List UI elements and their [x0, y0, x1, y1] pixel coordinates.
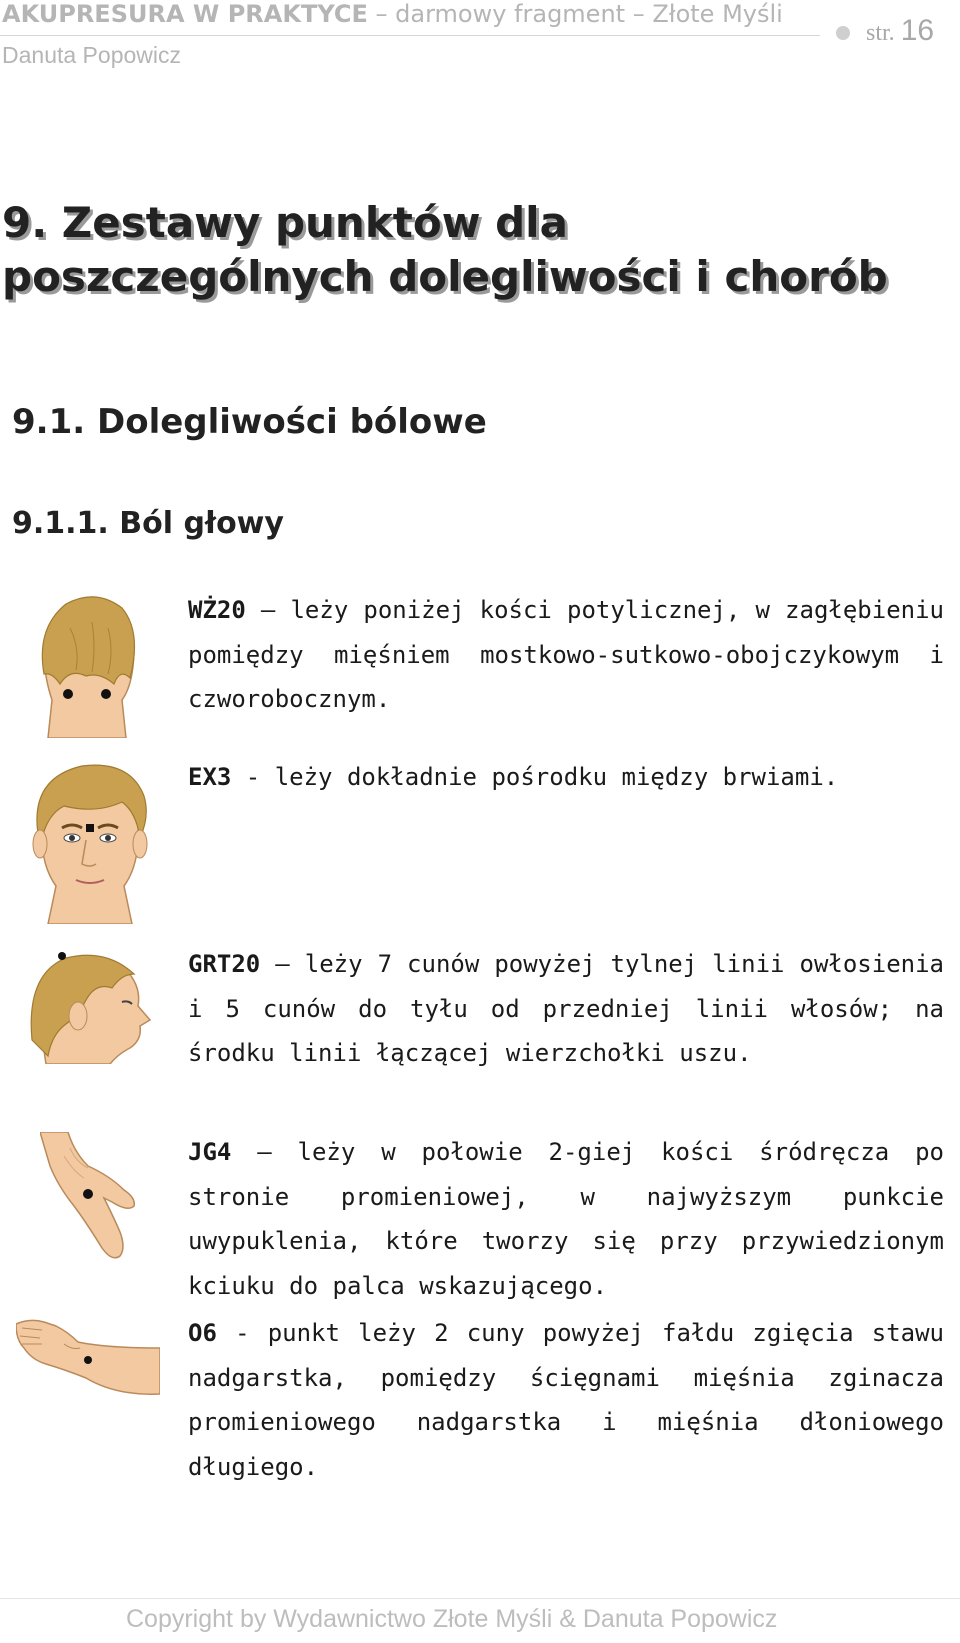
page-number: 16 — [900, 14, 935, 47]
book-title: AKUPRESURA W PRAKTYCE — [2, 0, 368, 28]
point-description — [188, 1311, 944, 1489]
point-text: – leży 7 cunów powyżej tylnej linii owłosienia i 5 cunów do tyłu od przedniej linii włosów; na środku linii łączącej wierzchołki uszu. — [188, 950, 944, 1067]
point-code: GRT20 — [188, 950, 261, 978]
header-author: Danuta Popowicz — [2, 42, 181, 68]
page-label: str. — [866, 20, 895, 46]
point-code: EX3 — [188, 763, 232, 791]
page-indicator — [866, 14, 934, 48]
hand-illustration-icon — [40, 1132, 150, 1266]
point-text: - leży dokładnie pośrodku między brwiami. — [231, 763, 839, 791]
section-title: 9.1. Dolegliwości bólowe — [12, 402, 487, 442]
point-description — [188, 755, 944, 800]
bullet-icon — [836, 26, 850, 40]
footer-copyright: Copyright by Wydawnictwo Złote Myśli & Danuta Popowicz — [126, 1605, 778, 1633]
point-text: – leży poniżej kości potylicznej, w zagłębieniu pomiędzy mięśniem mostkowo-sutkowo-obojczykowym i czworobocznym. — [188, 596, 944, 713]
face-front-illustration-icon — [26, 756, 154, 924]
point-description — [188, 942, 944, 1076]
chapter-title: 9. Zestawy punktów dla poszczególnych dolegliwości i chorób — [2, 198, 888, 301]
header-title — [2, 0, 783, 28]
point-text: - punkt leży 2 cuny powyżej fałdu zgięcia stawu nadgarstka, pomiędzy ścięgnami mięśnia zginacza promieniowego nadgarstka i mięśnia dłoniowego długiego. — [188, 1319, 944, 1481]
head-back-illustration-icon — [30, 588, 140, 738]
header-divider — [0, 35, 820, 36]
footer-divider — [0, 1598, 960, 1599]
subsection-title: 9.1.1. Ból głowy — [12, 506, 284, 541]
point-text: – leży w połowie 2-giej kości śródręcza po stronie promieniowej, w najwyższym punkcie uwypuklenia, które tworzy się przy przywiedzionym kciuku do palca wskazującego. — [188, 1138, 944, 1300]
point-code: WŻ20 — [188, 596, 246, 624]
head-side-illustration-icon — [26, 944, 154, 1064]
forearm-illustration-icon — [16, 1318, 160, 1398]
point-description — [188, 1130, 944, 1308]
point-code: O6 — [188, 1319, 217, 1347]
book-subtitle: – darmowy fragment – Złote Myśli — [375, 0, 783, 28]
point-description — [188, 588, 944, 722]
point-code: JG4 — [188, 1138, 232, 1166]
